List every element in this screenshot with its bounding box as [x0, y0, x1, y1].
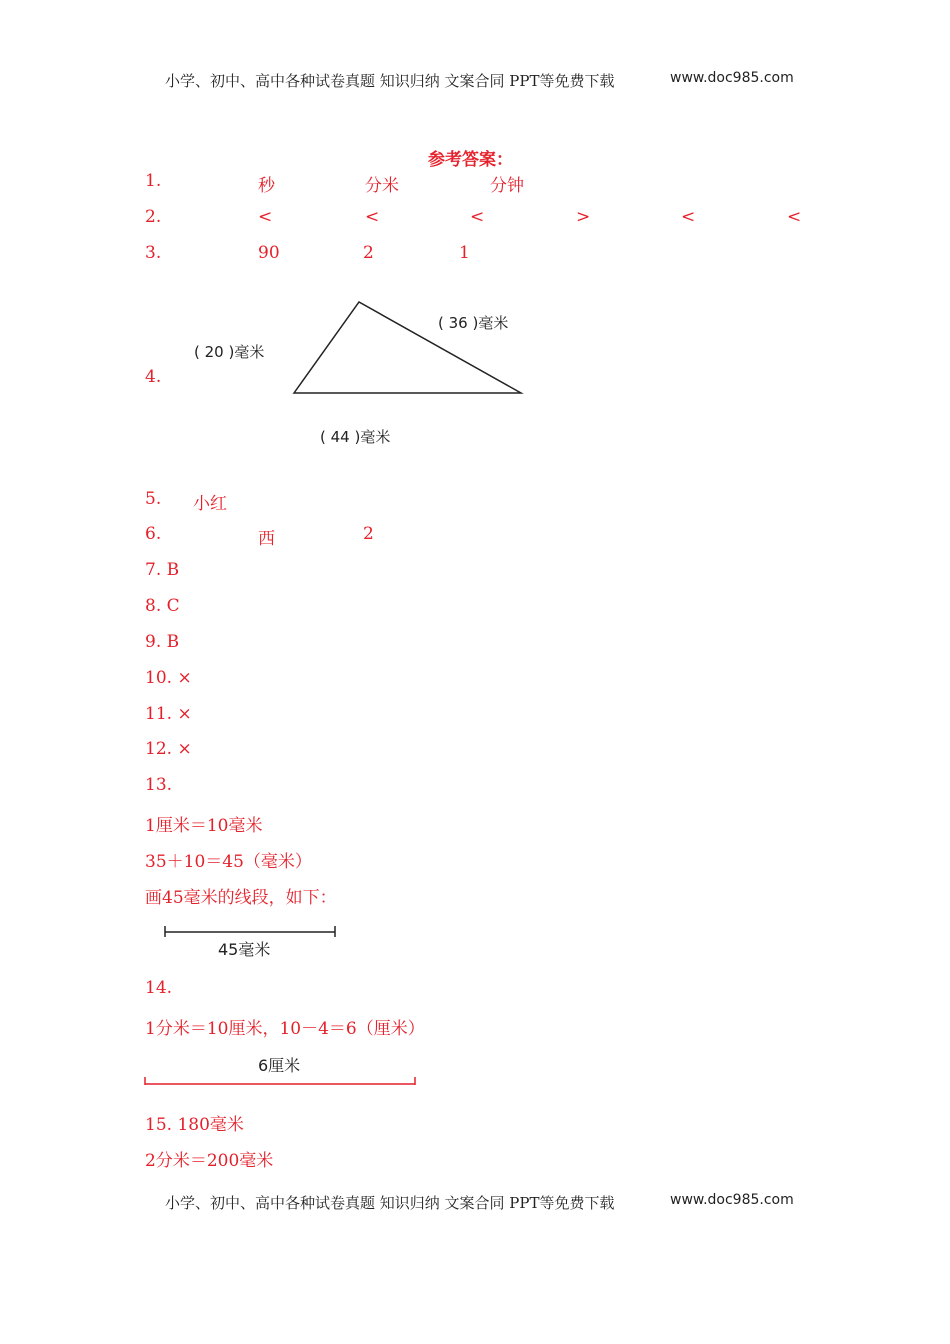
segment-6cm-label: 6厘米 [258, 1056, 301, 1075]
q13-line-3: 画45毫米的线段，如下： [145, 888, 337, 908]
q15-line-2: 2分米＝200毫米 [145, 1151, 274, 1171]
q6-answer-2: 2 [363, 524, 374, 544]
q2-answer-3: < [470, 207, 485, 227]
q3-answer-1: 90 [258, 243, 280, 263]
q13-line-2: 35＋10＝45（毫米） [145, 852, 312, 872]
footer-text: 小学、初中、高中各种试卷真题 知识归纳 文案合同 PPT等免费下载 [165, 1194, 615, 1212]
segment-6cm-figure [140, 1050, 425, 1092]
q1-answer-2: 分米 [365, 176, 399, 196]
q13-number: 13. [145, 775, 173, 795]
q14-line-1: 1分米＝10厘米，10－4＝6（厘米） [145, 1019, 425, 1039]
q14-number: 14. [145, 978, 173, 998]
q3-answer-3: 1 [459, 243, 470, 263]
header-url: www.doc985.com [670, 70, 794, 86]
q2-answer-6: < [787, 207, 802, 227]
q2-answer-4: > [576, 207, 591, 227]
q6-answer-1: 西 [258, 529, 275, 549]
q13-line-1: 1厘米＝10毫米 [145, 816, 263, 836]
q9-answer: 9. B [145, 632, 180, 652]
q2-answer-1: < [258, 207, 273, 227]
q12-answer: 12. × [145, 739, 192, 759]
q6-number: 6. [145, 524, 162, 544]
q11-answer: 11. × [145, 704, 192, 724]
q1-answer-3: 分钟 [490, 176, 524, 196]
q2-answer-2: < [365, 207, 380, 227]
q2-number: 2. [145, 207, 162, 227]
q3-number: 3. [145, 243, 162, 263]
q10-answer: 10. × [145, 668, 192, 688]
triangle-bottom-label: ( 44 )毫米 [320, 428, 391, 446]
q3-answer-2: 2 [363, 243, 374, 263]
q8-answer: 8. C [145, 596, 180, 616]
q4-number: 4. [145, 367, 162, 387]
q5-number: 5. [145, 489, 162, 509]
q7-answer: 7. B [145, 560, 180, 580]
q1-number: 1. [145, 171, 162, 191]
segment-45mm-label: 45毫米 [218, 940, 271, 959]
footer-url: www.doc985.com [670, 1192, 794, 1208]
triangle-left-label: ( 20 )毫米 [194, 343, 265, 361]
q2-answer-5: < [681, 207, 696, 227]
triangle-figure [180, 290, 560, 455]
header-text: 小学、初中、高中各种试卷真题 知识归纳 文案合同 PPT等免费下载 [165, 72, 615, 90]
triangle-right-label: ( 36 )毫米 [438, 314, 509, 332]
q1-answer-1: 秒 [258, 176, 275, 196]
segment-45mm-figure [160, 920, 345, 965]
answer-title: 参考答案： [428, 150, 513, 170]
q5-answer: 小红 [193, 494, 227, 514]
q15-line-1: 15. 180毫米 [145, 1115, 244, 1135]
